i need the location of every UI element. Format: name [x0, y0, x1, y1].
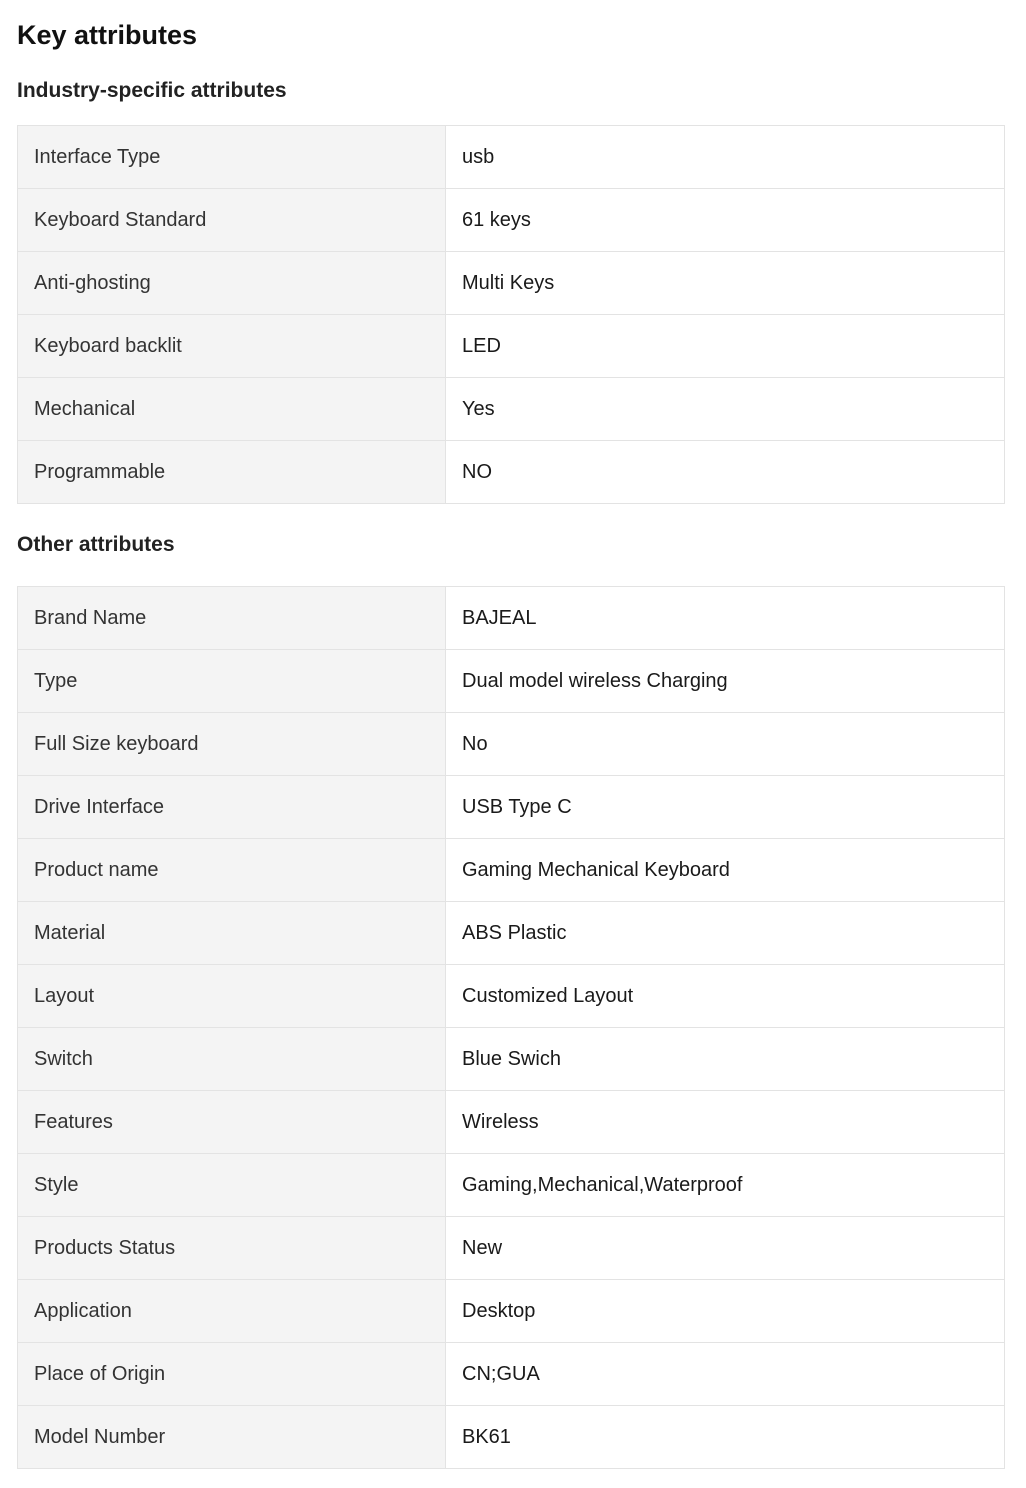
attribute-value: No — [446, 713, 1005, 776]
table-row — [18, 650, 1005, 713]
table-row — [18, 776, 1005, 839]
table-row — [18, 441, 1005, 504]
industry-attributes-title: Industry-specific attributes — [17, 79, 287, 102]
attribute-name: Full Size keyboard — [18, 713, 446, 776]
attribute-name: Style — [18, 1154, 446, 1217]
table-row — [18, 252, 1005, 315]
attribute-name: Keyboard Standard — [18, 189, 446, 252]
page-title: Key attributes — [17, 20, 198, 50]
table-row — [18, 965, 1005, 1028]
attribute-value: Desktop — [446, 1280, 1005, 1343]
table-row — [18, 189, 1005, 252]
other-attributes-title: Other attributes — [17, 533, 175, 556]
attribute-value: BK61 — [446, 1406, 1005, 1469]
attribute-name: Place of Origin — [18, 1343, 446, 1406]
attribute-value: Yes — [446, 378, 1005, 441]
table-row — [18, 1343, 1005, 1406]
table-row — [18, 839, 1005, 902]
other-attributes-table — [17, 586, 1005, 1469]
industry-attributes-table — [17, 125, 1005, 504]
table-row — [18, 1280, 1005, 1343]
table-row — [18, 1406, 1005, 1469]
attribute-value: Wireless — [446, 1091, 1005, 1154]
attribute-name: Type — [18, 650, 446, 713]
table-row — [18, 126, 1005, 189]
table-row — [18, 587, 1005, 650]
attribute-name: Model Number — [18, 1406, 446, 1469]
attribute-value: New — [446, 1217, 1005, 1280]
attribute-value: NO — [446, 441, 1005, 504]
attribute-name: Interface Type — [18, 126, 446, 189]
attribute-name: Application — [18, 1280, 446, 1343]
attribute-name: Mechanical — [18, 378, 446, 441]
attribute-name: Brand Name — [18, 587, 446, 650]
attribute-value: Customized Layout — [446, 965, 1005, 1028]
table-row — [18, 315, 1005, 378]
attribute-value: CN;GUA — [446, 1343, 1005, 1406]
attribute-value: Dual model wireless Charging — [446, 650, 1005, 713]
table-row — [18, 1028, 1005, 1091]
table-row — [18, 1217, 1005, 1280]
attribute-name: Product name — [18, 839, 446, 902]
attribute-name: Features — [18, 1091, 446, 1154]
attribute-name: Programmable — [18, 441, 446, 504]
attribute-value: BAJEAL — [446, 587, 1005, 650]
attribute-value: LED — [446, 315, 1005, 378]
table-row — [18, 902, 1005, 965]
attribute-name: Drive Interface — [18, 776, 446, 839]
attribute-name: Keyboard backlit — [18, 315, 446, 378]
attribute-value: Multi Keys — [446, 252, 1005, 315]
table-row — [18, 1091, 1005, 1154]
attribute-name: Switch — [18, 1028, 446, 1091]
attribute-value: Blue Swich — [446, 1028, 1005, 1091]
key-attributes-panel — [17, 0, 1005, 1469]
table-row — [18, 378, 1005, 441]
attribute-name: Material — [18, 902, 446, 965]
attribute-value: usb — [446, 126, 1005, 189]
attribute-name: Products Status — [18, 1217, 446, 1280]
attribute-value: Gaming Mechanical Keyboard — [446, 839, 1005, 902]
attribute-value: Gaming,Mechanical,Waterproof — [446, 1154, 1005, 1217]
attribute-value: ABS Plastic — [446, 902, 1005, 965]
table-row — [18, 1154, 1005, 1217]
attribute-value: USB Type C — [446, 776, 1005, 839]
table-row — [18, 713, 1005, 776]
attribute-value: 61 keys — [446, 189, 1005, 252]
attribute-name: Anti-ghosting — [18, 252, 446, 315]
attribute-name: Layout — [18, 965, 446, 1028]
